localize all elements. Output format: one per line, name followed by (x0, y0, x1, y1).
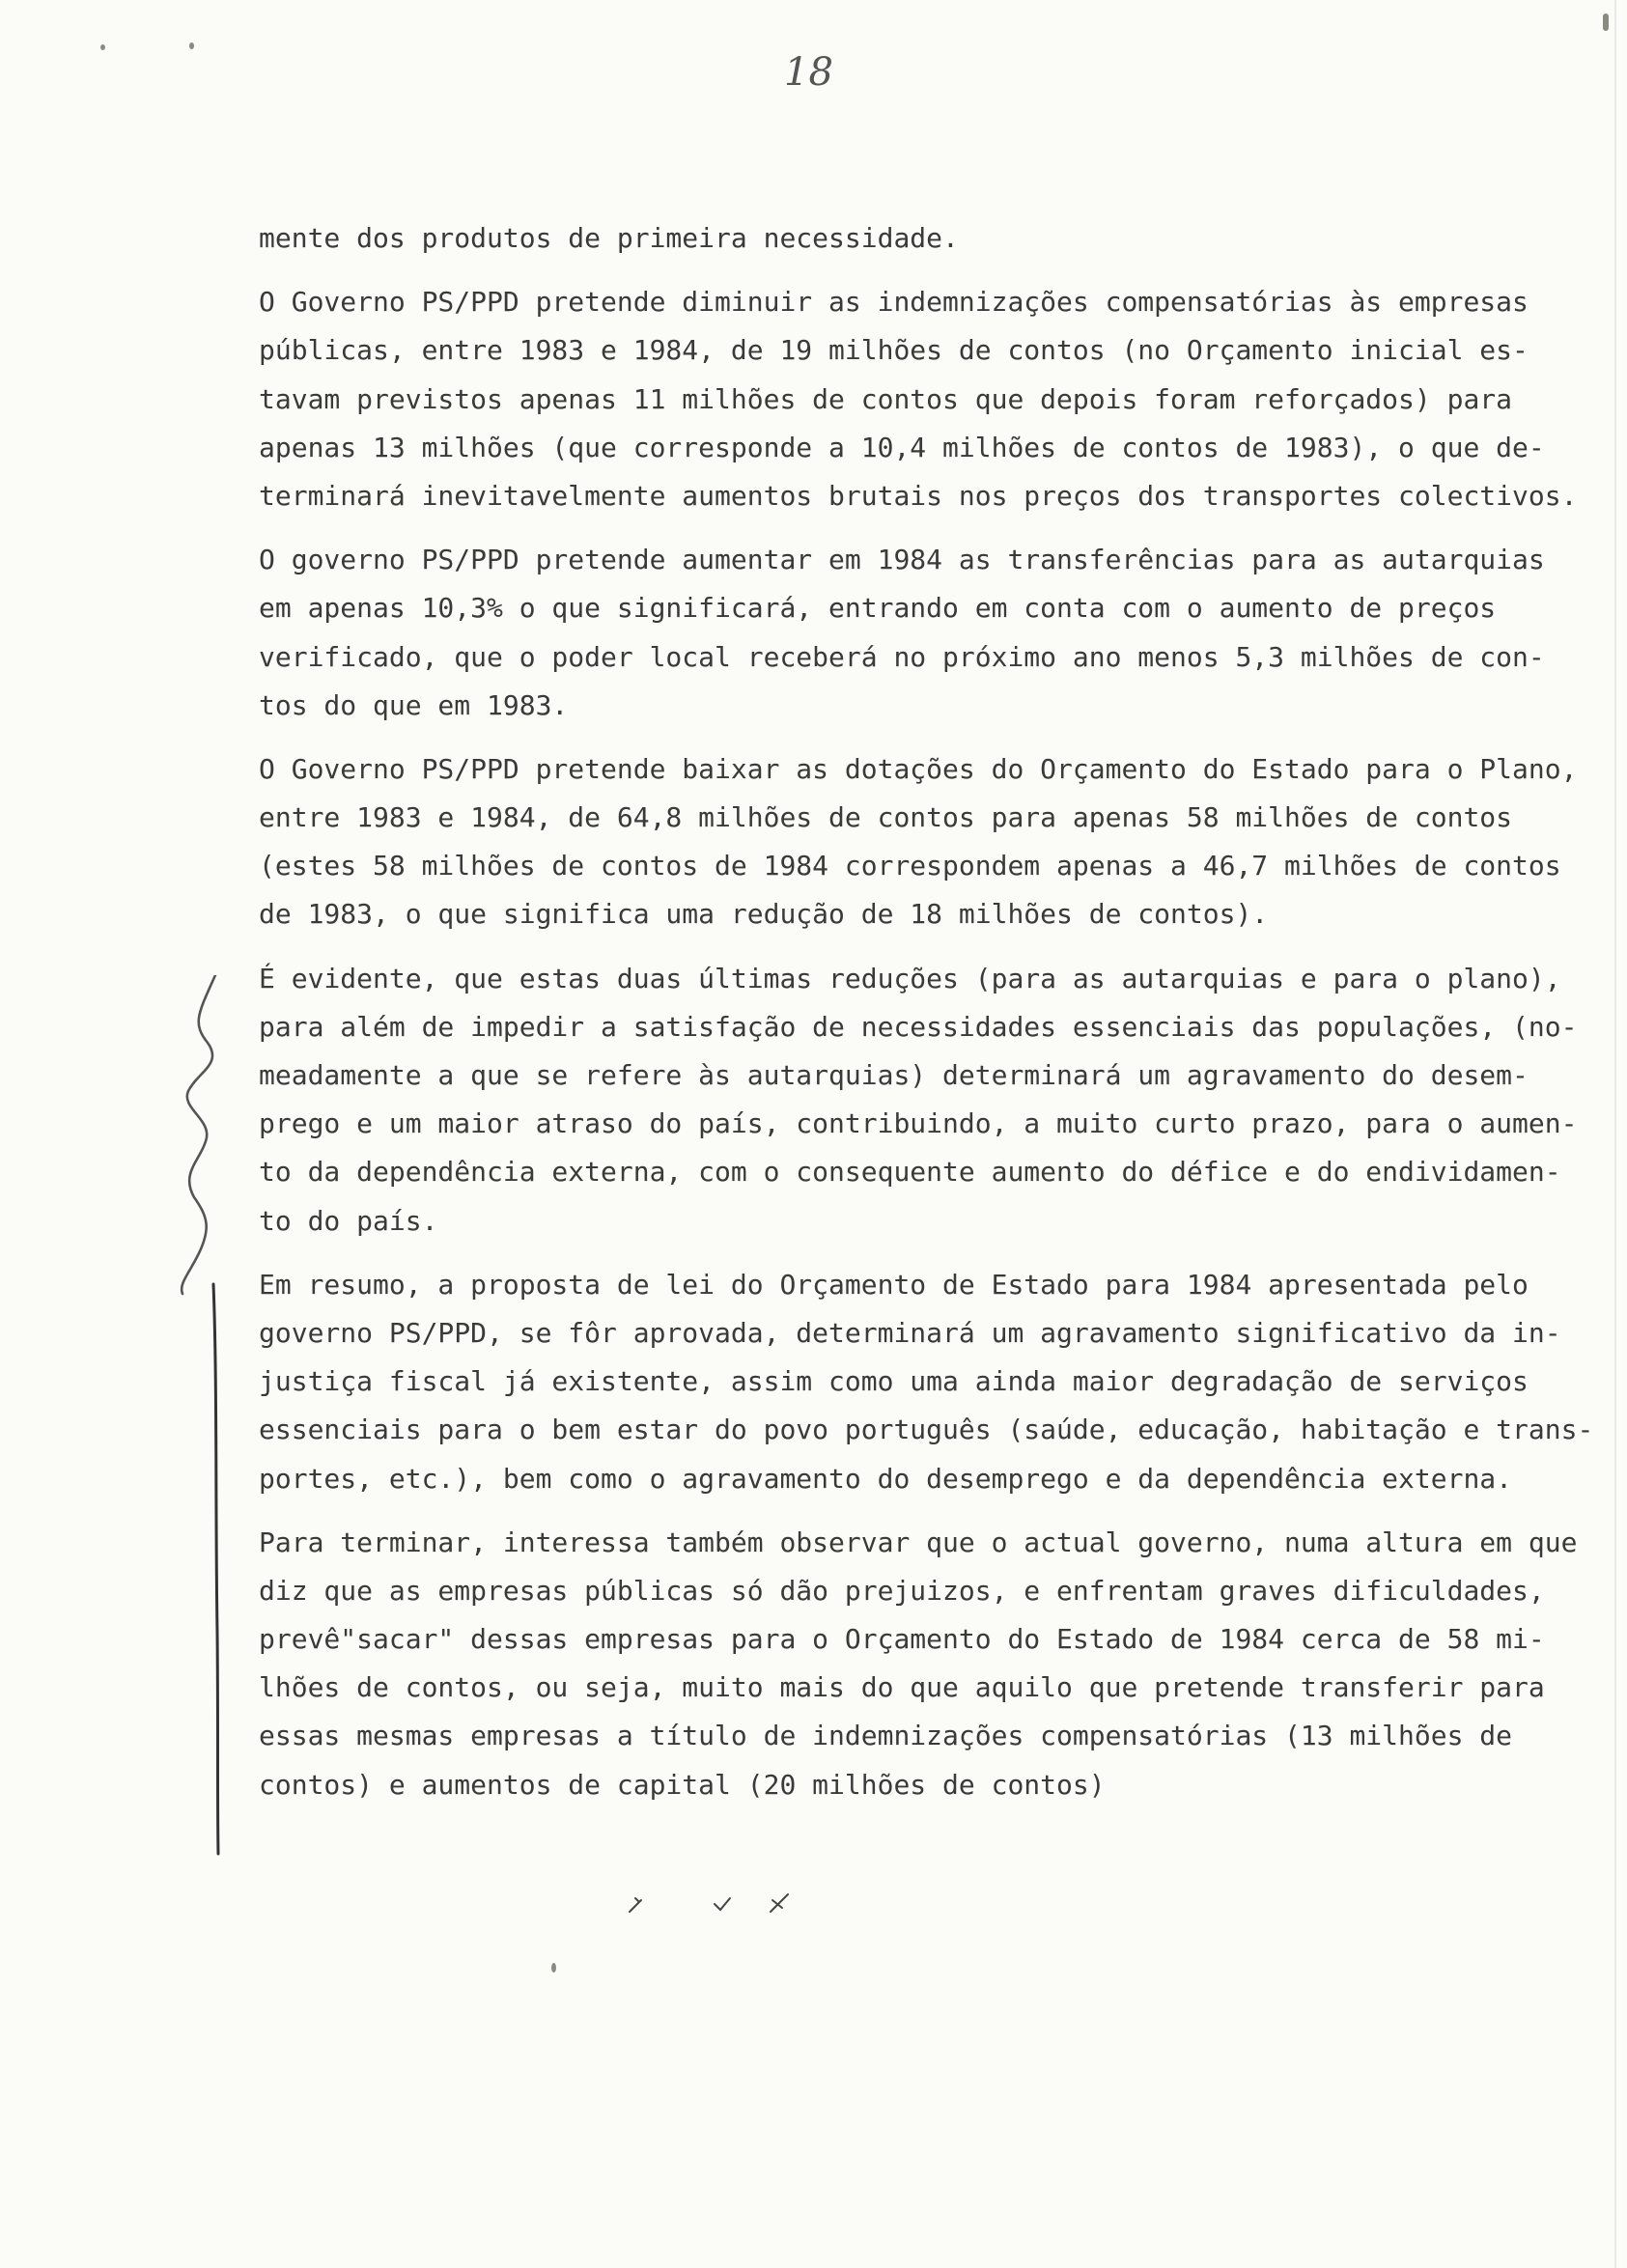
paragraph (259, 536, 1582, 730)
text-line: portes, etc.), bem como o agravamento do desemprego e da dependência externa. (259, 1462, 1513, 1495)
paragraph (259, 955, 1582, 1246)
handwritten-tick-marks (618, 1883, 811, 1921)
text-line: terminará inevitavelmente aumentos brutais nos preços dos transportes colectivos. (259, 479, 1578, 512)
text-line: O Governo PS/PPD pretende baixar as dotações do Orçamento do Estado para o Plano, (259, 752, 1578, 785)
text-line: justiça fiscal já existente, assim como uma ainda maior degradação de serviços (259, 1365, 1529, 1398)
text-line: O Governo PS/PPD pretende diminuir as indemnizações compensatórias às empresas (259, 286, 1529, 319)
text-line: prevê"sacar" dessas empresas para o Orçamento do Estado de 1984 cerca de 58 mi- (259, 1623, 1545, 1656)
text-line: É evidente, que estas duas últimas reduções (para as autarquias e para o plano), (259, 962, 1561, 994)
paper-speck (100, 44, 105, 50)
text-line: meadamente a que se refere às autarquias) determinará um agravamento do desem- (259, 1059, 1529, 1091)
handwritten-margin-mark (179, 975, 246, 1863)
paper-speck (1603, 14, 1609, 31)
paragraph (259, 1261, 1594, 1503)
text-line: verificado, que o poder local receberá no próximo ano menos 5,3 milhões de con- (259, 640, 1545, 673)
text-line: mente dos produtos de primeira necessidade. (259, 222, 959, 254)
text-line: tavam previstos apenas 11 milhões de contos que depois foram reforçados) para (259, 382, 1513, 415)
text-line: to do país. (259, 1204, 438, 1237)
text-line: contos) e aumentos de capital (20 milhões de contos) (259, 1768, 1106, 1801)
text-line: para além de impedir a satisfação de necessidades essenciais das populações, (no- (259, 1010, 1578, 1043)
text-line: essenciais para o bem estar do povo português (saúde, educação, habitação e trans- (259, 1414, 1594, 1446)
text-line: apenas 13 milhões (que corresponde a 10,4 milhões de contos de 1983), o que de- (259, 431, 1545, 463)
paragraph (259, 278, 1582, 520)
text-line: lhões de contos, ou seja, muito mais do que aquilo que pretende transferir para (259, 1671, 1545, 1704)
text-line: em apenas 10,3% o que significará, entrando em conta com o aumento de preços (259, 592, 1497, 625)
text-line: diz que as empresas públicas só dão prejuizos, e enfrentam graves dificuldades, (259, 1574, 1545, 1607)
text-line: Em resumo, a proposta de lei do Orçamento de Estado para 1984 apresentada pelo (259, 1268, 1529, 1301)
paragraph (259, 745, 1582, 939)
paragraph (259, 214, 1582, 263)
text-line: governo PS/PPD, se fôr aprovada, determinará um agravamento significativo da in- (259, 1316, 1561, 1349)
text-line: essas mesmas empresas a título de indemnizações compensatórias (13 milhões de (259, 1720, 1513, 1752)
text-line: prego e um maior atraso do país, contribuindo, a muito curto prazo, para o aumen- (259, 1107, 1578, 1140)
text-line: entre 1983 e 1984, de 64,8 milhões de contos para apenas 58 milhões de contos (259, 801, 1513, 834)
text-line: públicas, entre 1983 e 1984, de 19 milhões de contos (no Orçamento inicial es- (259, 334, 1529, 367)
text-line: de 1983, o que significa uma redução de 18 milhões de contos). (259, 898, 1269, 931)
paragraph (259, 1519, 1582, 1809)
text-line: (estes 58 milhões de contos de 1984 correspondem apenas a 46,7 milhões de contos (259, 850, 1561, 882)
paper-speck (551, 1963, 556, 1973)
document-body (259, 214, 1594, 1809)
text-line: Para terminar, interessa também observar que o actual governo, numa altura em que (259, 1526, 1578, 1558)
text-line: O governo PS/PPD pretende aumentar em 1984 as transferências para as autarquias (259, 544, 1545, 576)
paper-speck (189, 42, 194, 49)
text-line: tos do que em 1983. (259, 688, 569, 721)
text-line: to da dependência externa, com o consequente aumento do défice e do endividamen- (259, 1156, 1561, 1189)
page-number: 18 (784, 50, 833, 95)
